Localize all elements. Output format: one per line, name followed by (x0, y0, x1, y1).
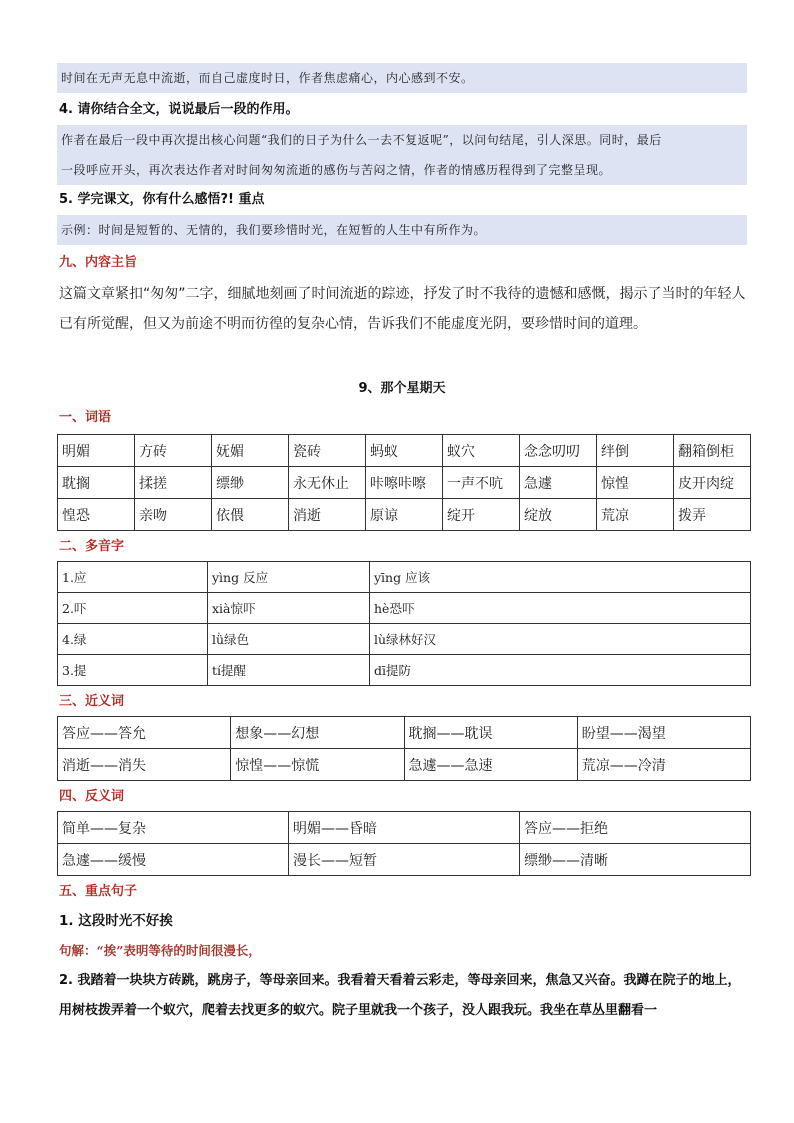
vocab-cell: 绊倒 (597, 435, 674, 467)
antonyms-table (57, 811, 751, 876)
vocab-cell: 皮开肉绽 (674, 467, 751, 499)
polyphone-char: 4.绿 (58, 624, 208, 655)
vocab-cell: 方砖 (135, 435, 212, 467)
vocab-cell: 原谅 (366, 499, 443, 531)
summary-line-1: 这篇文章紧扣“匆匆”二字，细腻地刻画了时间流逝的踪迹，抒发了时不我待的遗憾和感慨，揭示了当时的年轻人 (59, 286, 746, 302)
antonyms-heading: 四、反义词 (59, 789, 125, 804)
sentence-2-line2: 用树枝拨弄着一个蚁穴，爬着去找更多的蚁穴。院子里就我一个孩子，没人跟我玩。我坐在草丛里翻看一 (59, 1003, 658, 1018)
answer-4-line1: 作者在最后一段中再次提出核心问题“我们的日子为什么一去不复返呢”，以问句结尾，引人深思。同时，最后 (61, 133, 662, 147)
vocab-cell: 一声不吭 (443, 467, 520, 499)
vocab-cell: 消逝 (289, 499, 366, 531)
vocab-cell: 惶恐 (58, 499, 135, 531)
polyphone-char: 1.应 (58, 562, 208, 593)
vocab-cell: 蚁穴 (443, 435, 520, 467)
vocab-cell: 惊惶 (597, 467, 674, 499)
document-page (57, 60, 747, 1026)
synonym-pair: 急遽——急速 (404, 749, 577, 781)
vocab-cell: 妩媚 (212, 435, 289, 467)
vocab-cell: 念念叨叨 (520, 435, 597, 467)
polyphone-table (57, 561, 751, 686)
antonym-pair: 漫长——短暂 (289, 844, 520, 876)
table-row (58, 717, 751, 749)
vocab-cell: 翻箱倒柜 (674, 435, 751, 467)
vocab-cell: 绽开 (443, 499, 520, 531)
polyphone-reading: dī提防 (370, 655, 751, 686)
table-row (58, 655, 751, 686)
answer-4 (57, 125, 747, 185)
vocab-cell: 绽放 (520, 499, 597, 531)
synonym-pair: 想象——幻想 (231, 717, 404, 749)
vocab-cell: 依偎 (212, 499, 289, 531)
sentence-1-note: 句解：“挨”表明等待的时间很漫长， (59, 943, 261, 958)
table-row (58, 499, 751, 531)
vocab-cell: 拨弄 (674, 499, 751, 531)
antonym-pair: 简单——复杂 (58, 812, 289, 844)
summary-line-2: 已有所觉醒，但又为前途不明而彷徨的复杂心情，告诉我们不能虚度光阴，要珍惜时间的道理。 (59, 316, 647, 332)
table-row (58, 749, 751, 781)
vocab-cell: 咔嚓咔嚓 (366, 467, 443, 499)
vocab-cell: 瓷砖 (289, 435, 366, 467)
vocab-cell: 缥缈 (212, 467, 289, 499)
antonym-pair: 缥缈——清晰 (520, 844, 751, 876)
synonyms-heading: 三、近义词 (59, 694, 125, 709)
synonym-pair: 惊惶——惊慌 (231, 749, 404, 781)
table-row (58, 812, 751, 844)
table-row (58, 624, 751, 655)
section-9-heading: 九、内容主旨 (59, 255, 138, 270)
question-5: 5. 学完课文，你有什么感悟?! 重点 (59, 192, 265, 207)
synonym-pair: 消逝——消失 (58, 749, 231, 781)
vocab-cell: 揉搓 (135, 467, 212, 499)
table-row (58, 467, 751, 499)
synonyms-table (57, 716, 751, 781)
antonym-pair: 急遽——缓慢 (58, 844, 289, 876)
antonym-pair: 答应——拒绝 (520, 812, 751, 844)
polyphone-reading: xià惊吓 (208, 593, 370, 624)
table-row (58, 435, 751, 467)
sentence-1: 1. 这段时光不好挨 (59, 913, 173, 929)
polyphone-reading: lù绿林好汉 (370, 624, 751, 655)
vocab-cell: 永无休止 (289, 467, 366, 499)
question-4: 4. 请你结合全文，说说最后一段的作用。 (59, 102, 299, 117)
synonym-pair: 盼望——渴望 (577, 717, 750, 749)
table-row (58, 593, 751, 624)
vocab-table (57, 434, 751, 531)
vocab-cell: 荒凉 (597, 499, 674, 531)
answer-3: 时间在无声无息中流逝，而自己虚度时日，作者焦虑痛心，内心感到不安。 (57, 63, 747, 93)
polyphone-reading: tí提醒 (208, 655, 370, 686)
sentences-heading: 五、重点句子 (59, 884, 138, 899)
vocab-cell: 耽搁 (58, 467, 135, 499)
synonym-pair: 答应——答允 (58, 717, 231, 749)
polyphone-reading: lǜ绿色 (208, 624, 370, 655)
antonym-pair: 明媚——昏暗 (289, 812, 520, 844)
answer-4-line2: 一段呼应开头，再次表达作者对时间匆匆流逝的感伤与苦闷之情，作者的情感历程得到了完整呈现。 (61, 163, 612, 177)
polyphone-heading: 二、多音字 (59, 539, 125, 554)
polyphone-char: 3.提 (58, 655, 208, 686)
table-row (58, 844, 751, 876)
sentence-2-line1: 2. 我踏着一块块方砖跳，跳房子，等母亲回来。我看着天看着云彩走，等母亲回来，焦急又兴奋。我蹲在院子的地上， (59, 973, 741, 988)
table-row (58, 562, 751, 593)
answer-5: 示例：时间是短暂的、无情的，我们要珍惜时光，在短暂的人生中有所作为。 (57, 215, 747, 245)
synonym-pair: 荒凉——冷清 (577, 749, 750, 781)
vocab-cell: 急遽 (520, 467, 597, 499)
polyphone-reading: hè恐吓 (370, 593, 751, 624)
vocab-heading: 一、词语 (59, 410, 112, 425)
polyphone-reading: yīng 应该 (370, 562, 751, 593)
lesson-title: 9、那个星期天 (358, 381, 446, 396)
vocab-cell: 明媚 (58, 435, 135, 467)
polyphone-reading: yìng 反应 (208, 562, 370, 593)
vocab-cell: 亲吻 (135, 499, 212, 531)
vocab-cell: 蚂蚁 (366, 435, 443, 467)
polyphone-char: 2.吓 (58, 593, 208, 624)
synonym-pair: 耽搁——耽误 (404, 717, 577, 749)
